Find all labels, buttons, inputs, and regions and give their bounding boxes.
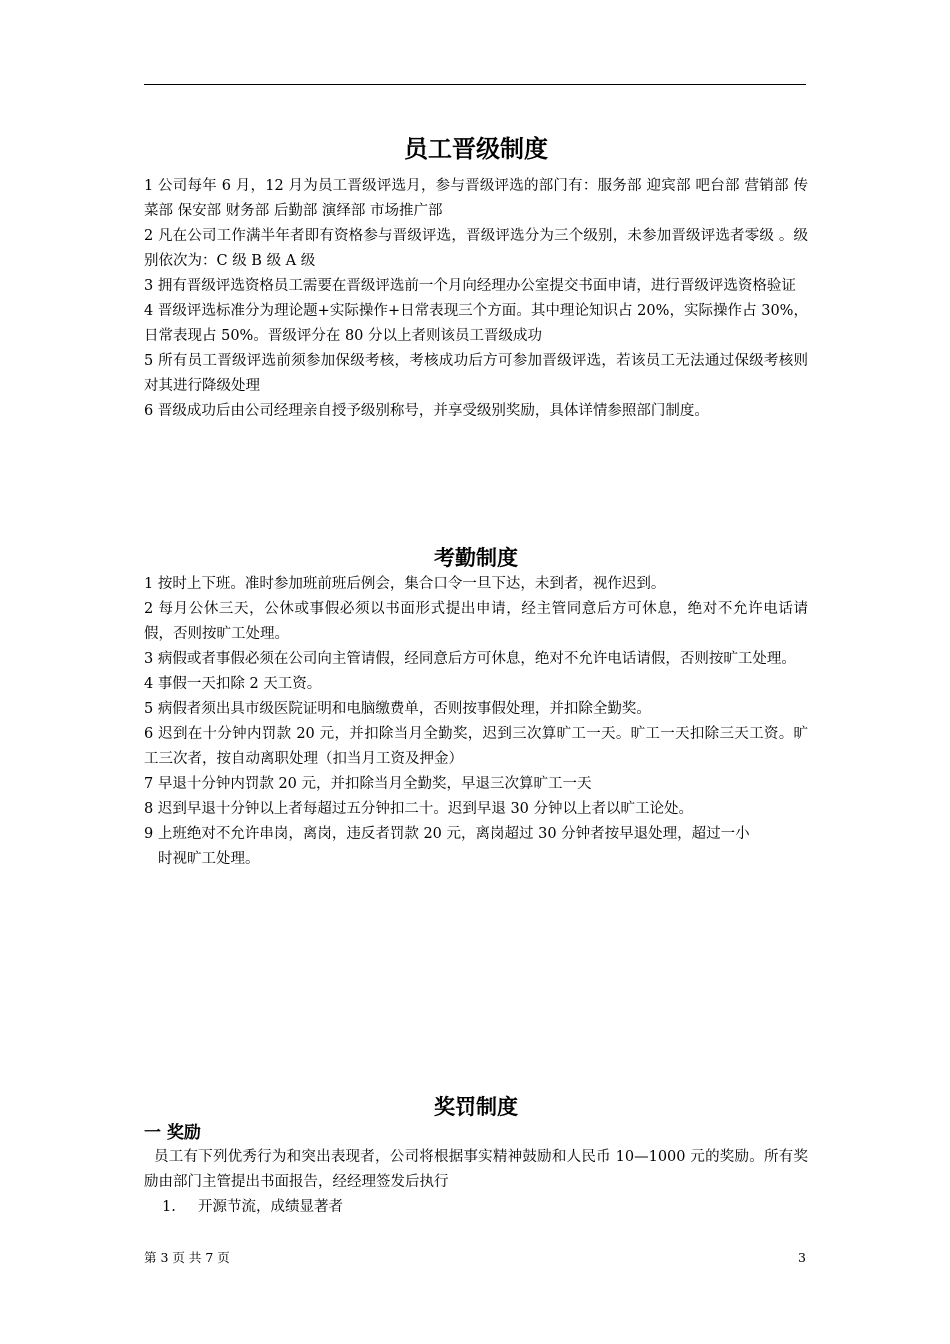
promotion-item-3: 3 拥有晋级评选资格员工需要在晋级评选前一个月向经理办公室提交书面申请，进行晋级评选资格验证 (144, 278, 796, 294)
promotion-item-1: 1 公司每年 6 月，12 月为员工晋级评选月，参与晋级评选的部门有：服务部 迎宾部 吧台部 营销部 传菜部 保安部 财务部 后勤部 演绎部 市场推广部 (144, 178, 808, 219)
attendance-item-9-line1: 9 上班绝对不允许串岗，离岗，违反者罚款 20 元，离岗超过 30 分钟者按早退处理，超过一小 (144, 826, 750, 842)
attendance-item-2: 2 每月公休三天，公休或事假必须以书面形式提出申请，经主管同意后方可休息，绝对不允许电话请假，否则按旷工处理。 (144, 601, 808, 642)
promotion-item-6: 6 晋级成功后由公司经理亲自授予级别称号，并享受级别奖励，具体详情参照部门制度。 (144, 403, 709, 419)
header-rule (144, 84, 806, 85)
section-title-attendance: 考勤制度 (434, 546, 518, 570)
section-rewards (144, 1093, 808, 1220)
attendance-item-9-line2: 时视旷工处理。 (158, 851, 260, 867)
footer-page-info: 第 3 页 共 7 页 (144, 1250, 230, 1265)
rewards-list-text: 开源节流，成绩显著者 (198, 1199, 343, 1215)
promotion-item-5: 5 所有员工晋级评选前须参加保级考核，考核成功后方可参加晋级评选，若该员工无法通过保级考核则对其进行降级处理 (144, 353, 808, 394)
rewards-list-item-1 (144, 1195, 808, 1220)
footer-page-number: 3 (798, 1250, 806, 1265)
promotion-item-4: 4 晋级评选标准分为理论题+实际操作+日常表现三个方面。其中理论知识占 20%，实际操作占 30%，日常表现占 50%。晋级评分在 80 分以上者则该员工晋级成功 (144, 303, 808, 344)
attendance-item-3: 3 病假或者事假必须在公司向主管请假，经同意后方可休息，绝对不允许电话请假，否则按旷工处理。 (144, 651, 796, 667)
rewards-intro: 员工有下列优秀行为和突出表现者，公司将根据事实精神鼓励和人民币 10—1000 元的奖励。所有奖励由部门主管提出书面报告，经经理签发后执行 (144, 1149, 808, 1190)
section-title-promotion: 员工晋级制度 (404, 135, 548, 163)
promotion-item-2: 2 凡在公司工作满半年者即有资格参与晋级评选，晋级评选分为三个级别，未参加晋级评选者零级 。级别依次为：C 级 B 级 A 级 (144, 228, 808, 269)
attendance-item-9 (144, 822, 808, 872)
attendance-item-7: 7 早退十分钟内罚款 20 元，并扣除当月全勤奖，早退三次算旷工一天 (144, 776, 592, 792)
rewards-subheading: 一 奖励 (144, 1123, 201, 1143)
section-promotion (144, 133, 808, 424)
attendance-item-8: 8 迟到早退十分钟以上者每超过五分钟扣二十。迟到早退 30 分钟以上者以旷工论处。 (144, 801, 694, 817)
rewards-list-number: 1. (162, 1199, 176, 1215)
attendance-item-5: 5 病假者须出具市级医院证明和电脑缴费单，否则按事假处理，并扣除全勤奖。 (144, 701, 651, 717)
section-title-rewards: 奖罚制度 (434, 1095, 518, 1119)
attendance-item-4: 4 事假一天扣除 2 天工资。 (144, 676, 322, 692)
attendance-item-6: 6 迟到在十分钟内罚款 20 元，并扣除当月全勤奖，迟到三次算旷工一天。旷工一天扣除三天工资。旷工三次者，按自动离职处理（扣当月工资及押金） (144, 726, 808, 767)
attendance-item-1: 1 按时上下班。准时参加班前班后例会，集合口令一旦下达，未到者，视作迟到。 (144, 576, 666, 592)
section-attendance (144, 544, 808, 872)
